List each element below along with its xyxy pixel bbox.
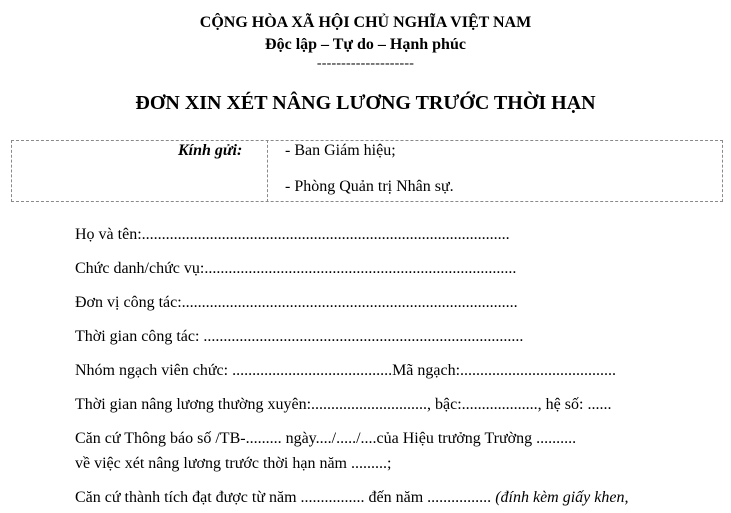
basis-achievement-text: Căn cứ thành tích đạt được từ năm ................ đến năm ................ [75, 489, 496, 506]
salutation: Kính gửi: [178, 142, 243, 159]
field-rank-group: Nhóm ngạch viên chức: ........................................Mã ngạch:....................................... [75, 362, 617, 379]
field-full-name: Họ và tên:............................................................................................ [75, 226, 510, 243]
recipient-item: - Phòng Quản trị Nhân sự. [285, 178, 454, 195]
basis-notice-line2: về việc xét nâng lương trước thời hạn năm .........; [75, 455, 392, 472]
recipient-box-divider [267, 140, 268, 202]
basis-achievement-line [75, 489, 628, 507]
basis-achievement-note: (đính kèm giấy khen, [495, 489, 629, 506]
recipient-item: - Ban Giám hiệu; [285, 142, 396, 159]
field-work-unit: Đơn vị công tác:.................................................................................... [75, 294, 518, 311]
field-position: Chức danh/chức vụ:.............................................................................. [75, 260, 517, 277]
field-work-time: Thời gian công tác: ................................................................................ [75, 328, 524, 345]
header-separator: -------------------- [316, 56, 415, 71]
motto: Độc lập – Tự do – Hạnh phúc [265, 36, 466, 53]
document-title: ĐƠN XIN XÉT NÂNG LƯƠNG TRƯỚC THỜI HẠN [135, 92, 596, 114]
basis-notice-line1: Căn cứ Thông báo số /TB-......... ngày..../...../....của Hiệu trưởng Trường .......... [75, 430, 577, 447]
national-title: CỘNG HÒA XÃ HỘI CHỦ NGHĨA VIỆT NAM [199, 14, 532, 31]
field-salary-raise: Thời gian nâng lương thường xuyên:............................., bậc:..................., hệ số: ...... [75, 396, 612, 413]
